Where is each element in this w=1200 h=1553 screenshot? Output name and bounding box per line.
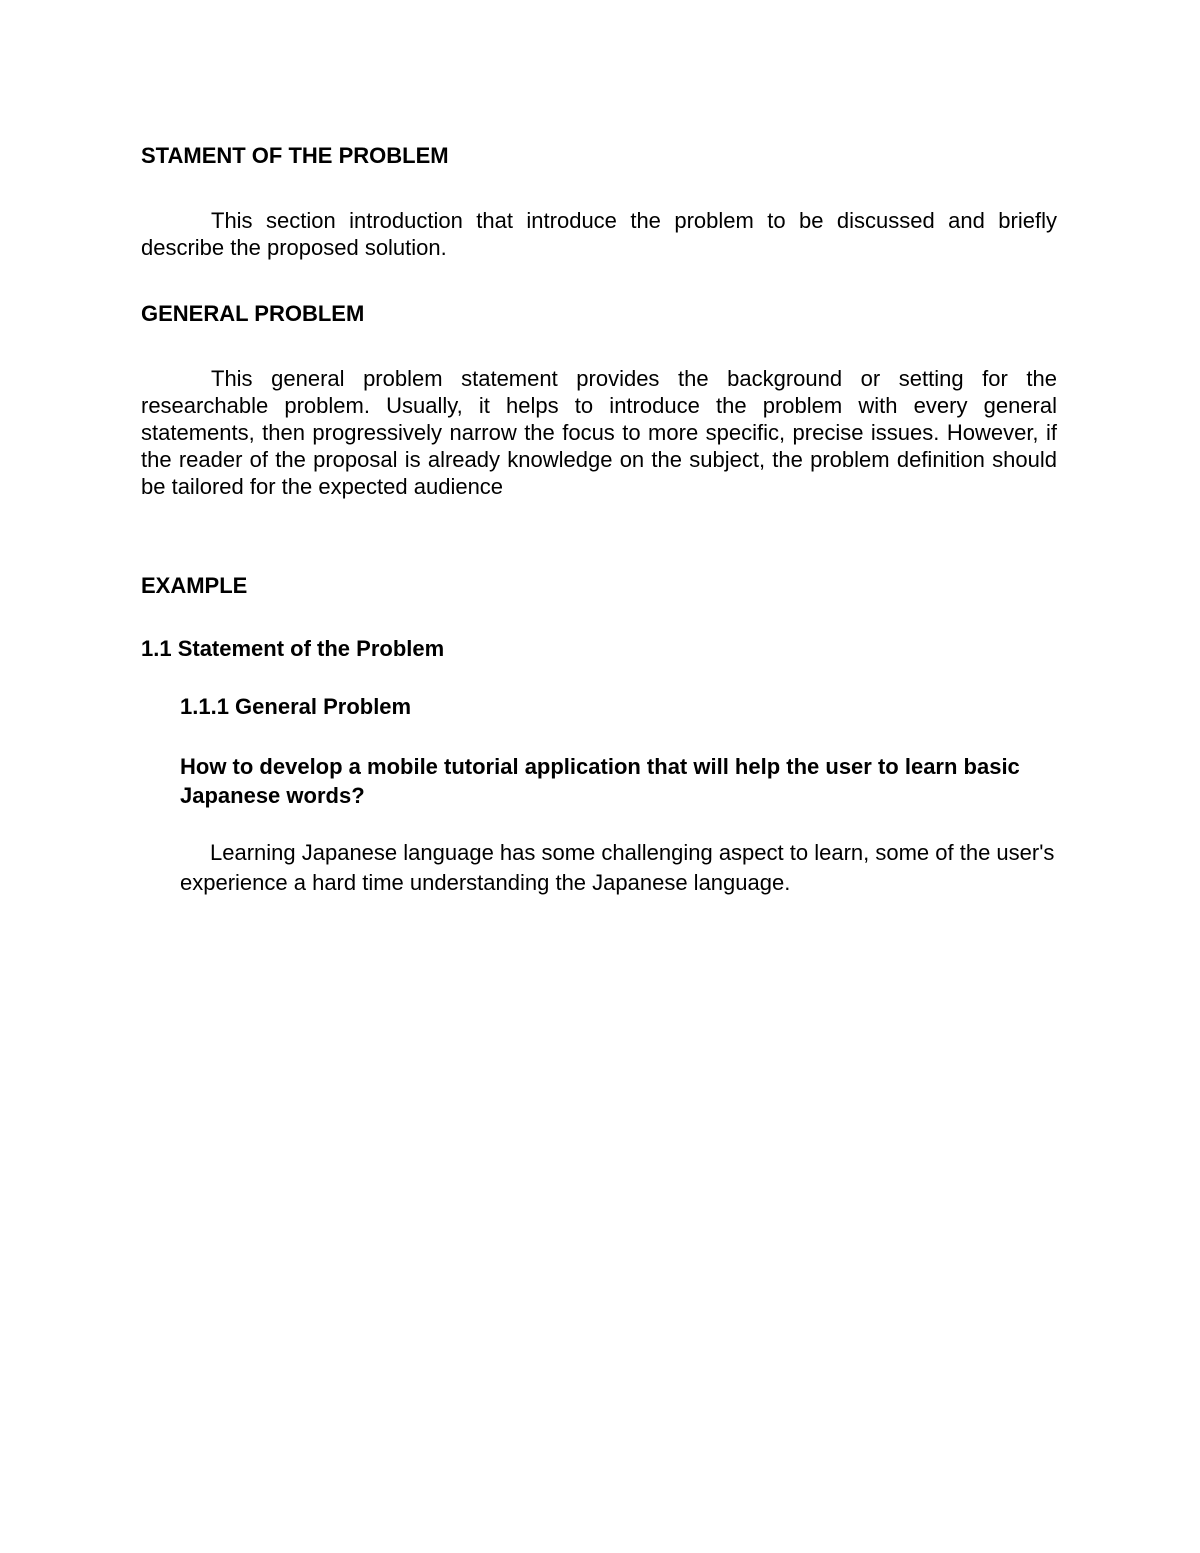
example-subheading: 1.1 Statement of the Problem (141, 636, 445, 661)
section-heading-statement: STAMENT OF THE PROBLEM (141, 143, 449, 168)
example-question: How to develop a mobile tutorial application that will help the user to learn basic Japanese words? (180, 754, 1020, 808)
example-paragraph: Learning Japanese language has some challenging aspect to learn, some of the user's experience a hard time understanding the Japanese language. (180, 840, 1055, 895)
example-heading: EXAMPLE (141, 573, 248, 598)
section-heading-general-problem: GENERAL PROBLEM (141, 301, 365, 326)
section-paragraph-general-problem: This general problem statement provides the background or setting for the researchable problem. Usually, it helps to introduce the problem with every general statements, then progressively narrow the focus to more specific, precise issues. However, if the reader of the proposal is already knowledge on the subject, the problem definition should be tailored for the expected audience (141, 366, 1057, 499)
section-paragraph-statement: This section introduction that introduce the problem to be discussed and briefly describe the proposed solution. (141, 208, 1057, 260)
example-subsubheading: 1.1.1 General Problem (180, 694, 412, 719)
